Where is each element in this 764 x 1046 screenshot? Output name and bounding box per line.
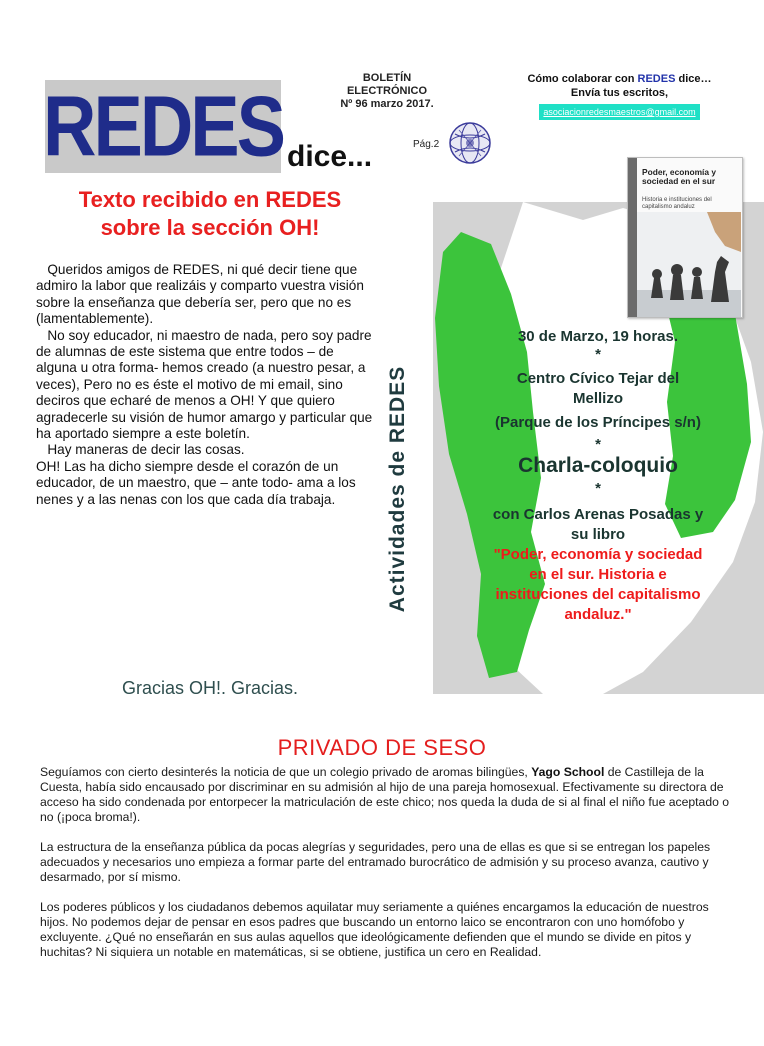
collaborate-heading (487, 72, 752, 86)
bulletin-line2: ELECTRÓNICO (346, 85, 428, 97)
book-cover-title: Poder, economía y sociedad en el sur (642, 167, 717, 187)
bulletin-info (322, 72, 452, 111)
book-cover-subtitle: Historia e instituciones del capitalismo andaluz (642, 197, 712, 210)
redes-logo (45, 80, 281, 173)
oh-paragraph-1-text: Queridos amigos de REDES, ni qué decir tiene que admiro la labor que realizáis y comparto vuestra visión sobre la enseñanza que debería ser, pero que no es (lamentablemente). (36, 262, 364, 327)
page-number: Pág.2 (413, 139, 440, 150)
event-type: Charla-coloquio (518, 454, 678, 477)
event-book-quote-line2: en el sur. Historia e (529, 566, 667, 583)
oh-paragraph-1 (36, 262, 378, 328)
activities-vertical-heading (368, 324, 428, 654)
collaborate-text: Cómo colaborar con (527, 73, 638, 85)
chess-pieces-icon (637, 212, 741, 317)
book-cover-image (627, 157, 743, 318)
seso-section-title: PRIVADO DE SESO (277, 735, 487, 760)
oh-title-line1: Texto recibido en REDES (78, 187, 342, 212)
oh-paragraph-2-text: No soy educador, ni maestro de nada, pero soy padre de alumnas de este sistema que entre todos – de alguna u otra forma- hemos creado (a nuestro pesar, a veces), Pero no es éste el motivo de mi email, sino deciros que echaré de menos a OH! Y que quiero agradecerle su visión de humor amargo y particular que ha aportado siempre a este boletín. (36, 327, 373, 442)
collaborate-email-link[interactable]: asociacionredesmaestros@gmail.com (539, 104, 699, 120)
logo-dice: dice... (287, 140, 373, 173)
event-details (438, 327, 758, 625)
event-book-quote-line4: andaluz." (564, 606, 632, 623)
event-speaker-line1: con Carlos Arenas Posadas y (492, 506, 704, 523)
seso-paragraph-2: La estructura de la enseñanza pública da pocas alegrías y seguridades, pero una de ellas es que si se entregan los papeles adecuados y necesarios uno empieza a formar parte del entramado burocrático de admisión y su proceso avanza, cautivo y desarmado, por sí mismo. (40, 840, 711, 884)
seso-p1-rest: de Castilleja de la Cuesta, había sido encausado por discriminar en su admisión al hijo de una pareja homosexual. Efectivamente su directora de acceso ha sido condenada por entorpecer la matriculación de este chico; nos queda la duda de si al final el niño fue aceptado o no (¡poca broma!). (40, 765, 730, 824)
separator-star-3: * (595, 480, 601, 497)
event-venue-line2: Mellizo (572, 390, 623, 407)
oh-paragraph-3-text: Hay maneras de decir las cosas. (47, 442, 245, 458)
separator-star-2: * (595, 436, 601, 453)
oh-section-title (40, 186, 380, 242)
seso-p1-start: Seguíamos con cierto desinterés la noticia de que un colegio privado de aromas bilingües, (40, 765, 532, 779)
collaborate-dice: dice… (675, 73, 712, 85)
seso-section-body (40, 765, 740, 975)
oh-paragraph-2 (36, 328, 378, 443)
bulletin-line1: BOLETÍN (362, 72, 412, 84)
globe-seal-icon (447, 120, 493, 166)
collaborate-brand: REDES (637, 73, 676, 85)
logo-text: REDES (43, 78, 283, 174)
seso-paragraph-3: Los poderes públicos y los ciudadanos debemos aquilatar muy seriamente a quiénes encargamos la educación de nuestros hijos. No podemos dejar de pensar en esos padres que buscando un entorno laico se encontraron con uno homófobo y excluyente. ¿Qué no enseñarán en sus aulas aquellos que ideológicamente defienden que el mundo se divide en pitos y huchitas? Ni siquiera un notable en matemáticas, si se obtiene, justifica un cero en Realidad. (40, 900, 709, 959)
event-book-quote-line3: instituciones del capitalismo (495, 586, 701, 603)
oh-thanks: Gracias OH!. Gracias. (121, 678, 299, 698)
separator-star-1: * (595, 346, 601, 363)
seso-paragraph-1 (40, 765, 740, 825)
collaborate-info (487, 72, 752, 120)
event-speaker-line2: su libro (570, 526, 626, 543)
event-venue-line3: (Parque de los Príncipes s/n) (495, 414, 701, 431)
school-name-yago: Yago (531, 765, 561, 779)
activities-heading-text: Actividades de REDES (386, 365, 409, 613)
event-book-quote-line1: "Poder, economía y sociedad (493, 546, 703, 563)
oh-section-body (36, 262, 378, 508)
oh-title-line2: sobre la sección OH! (100, 215, 320, 240)
event-date: 30 de Marzo, 19 horas. (517, 328, 679, 345)
school-name-school: School (563, 765, 605, 779)
book-spine (628, 158, 637, 317)
bulletin-issue: Nº 96 marzo 2017. (340, 98, 434, 110)
collaborate-line2: Envía tus escritos, (570, 87, 669, 99)
event-venue-line1: Centro Cívico Tejar del (516, 370, 680, 387)
oh-paragraph-4: OH! Las ha dicho siempre desde el corazón de un educador, de un maestro, que – ante todo- ama a los nenes y a las nenas con los que cada día trabaja. (36, 458, 356, 507)
oh-paragraph-3 (36, 442, 378, 458)
